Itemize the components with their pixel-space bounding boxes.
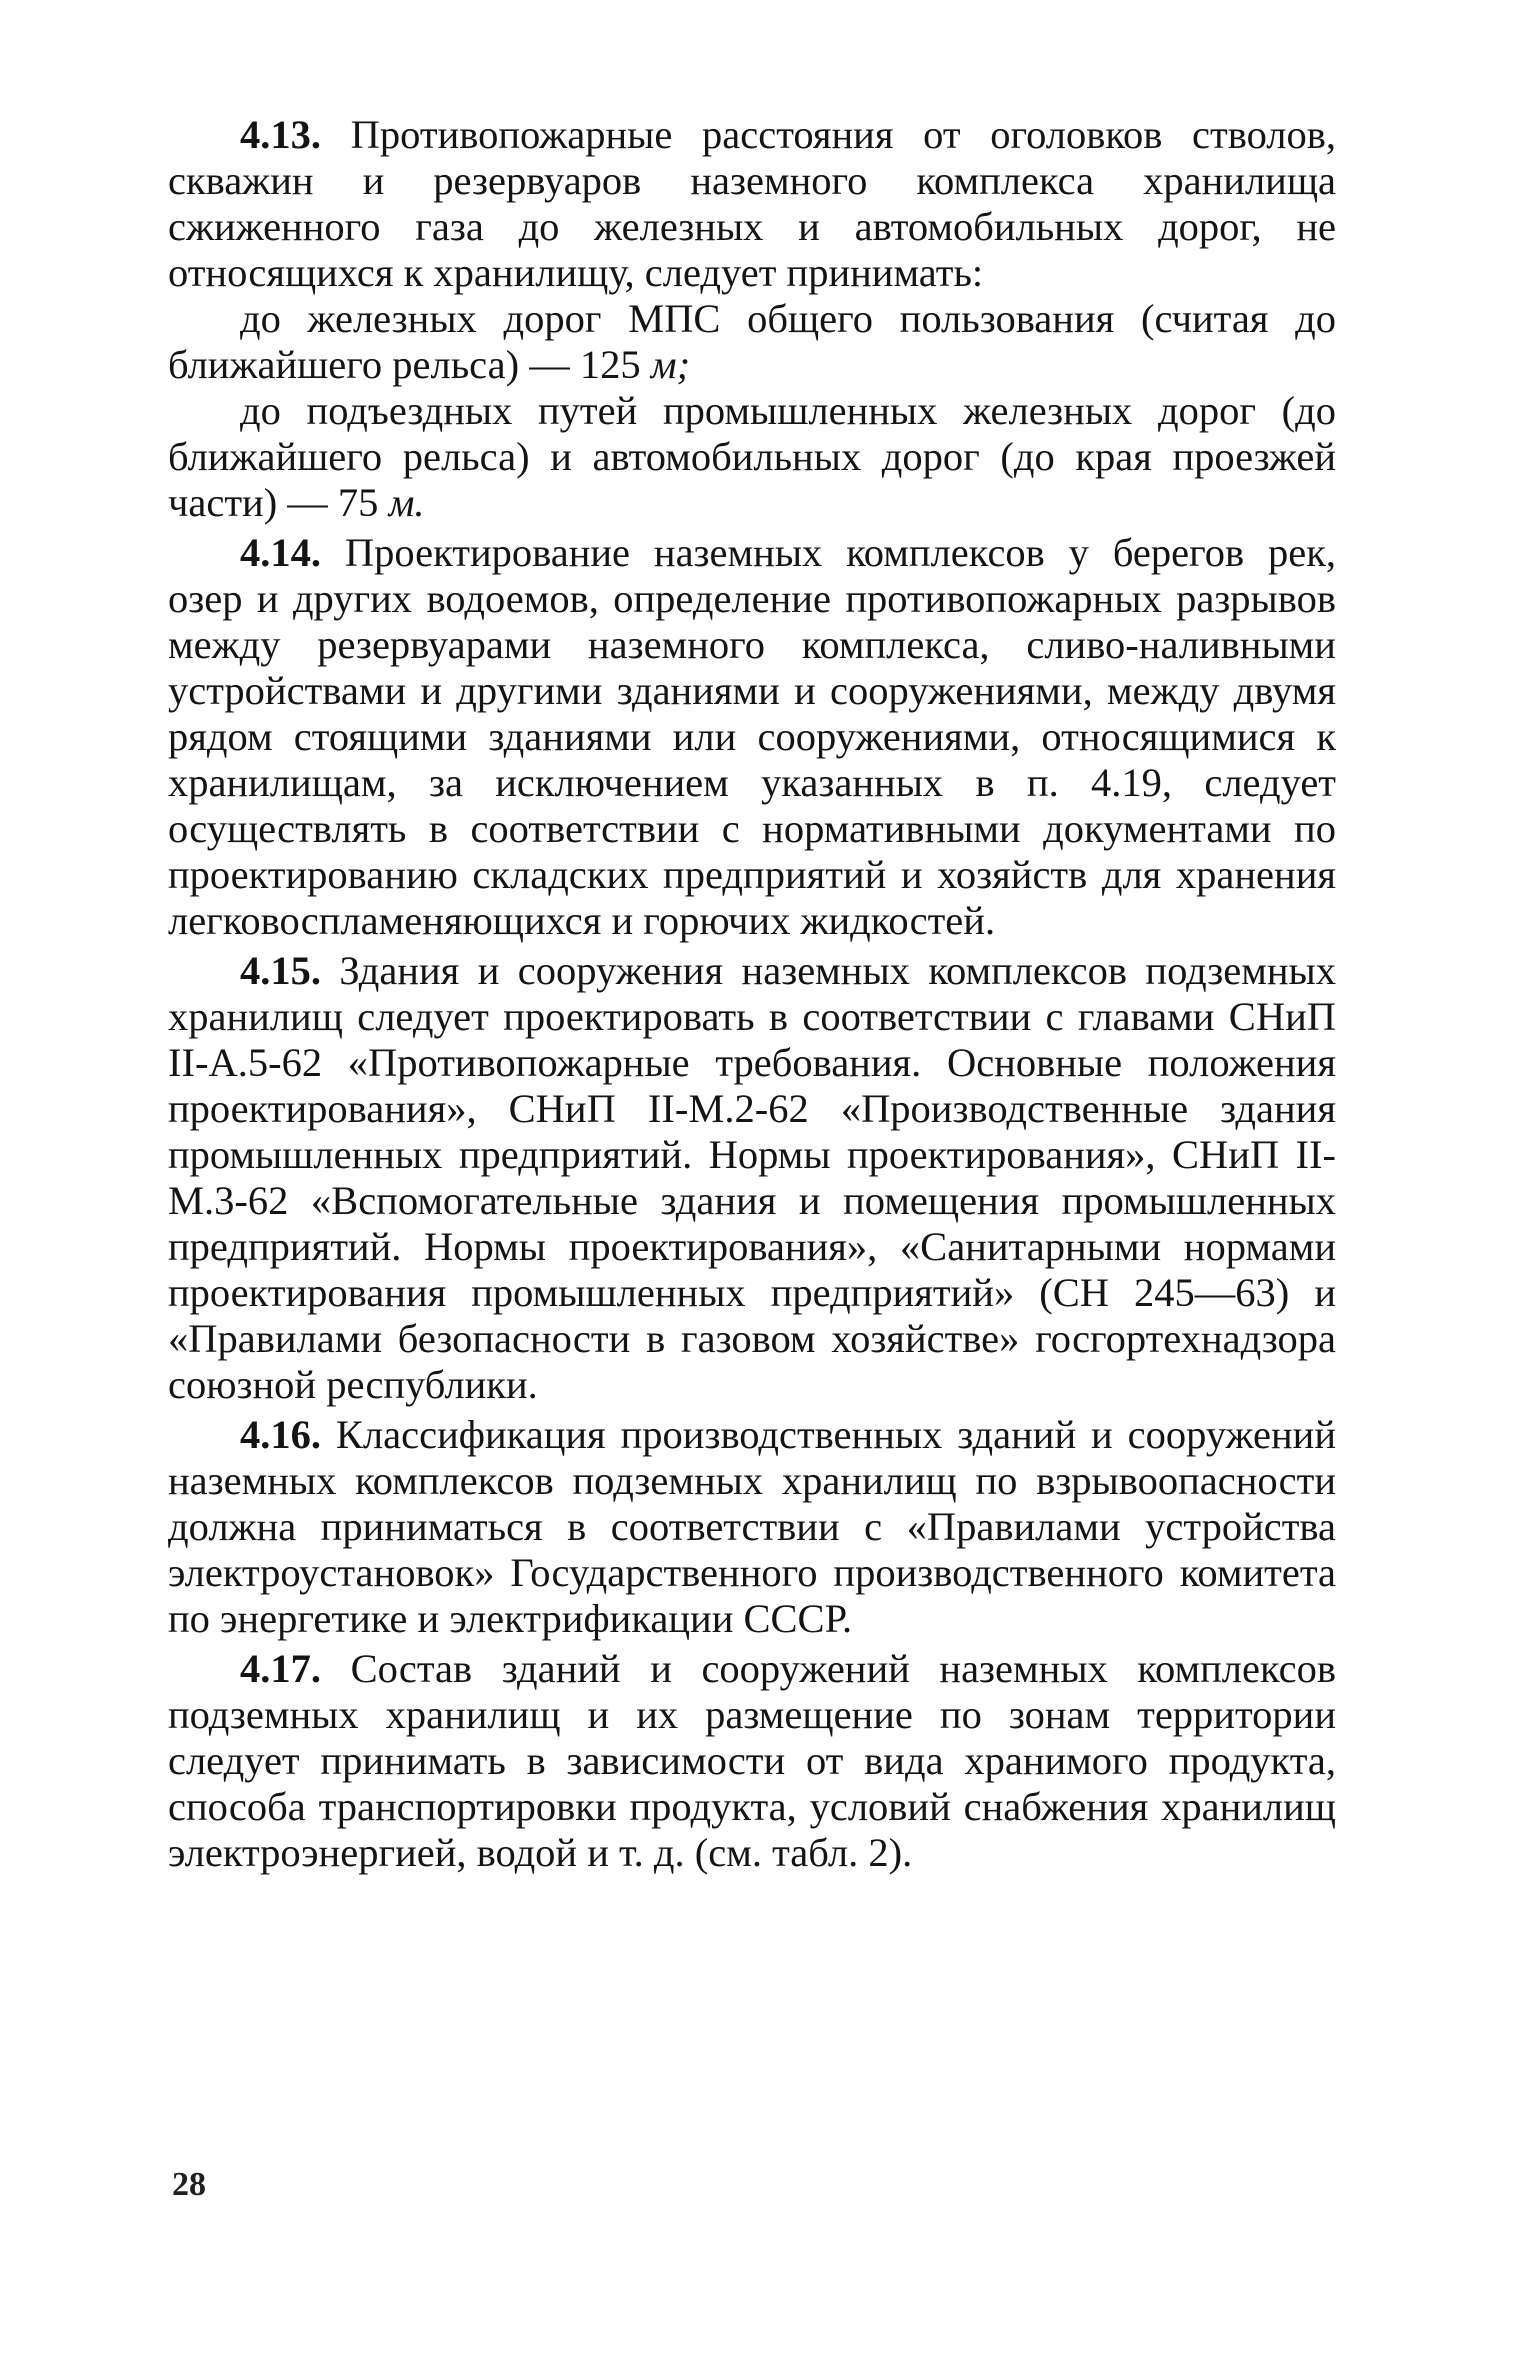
paragraph-text: Проектирование наземных комплексов у берегов рек, озер и других водоемов, определение противопожарных разрывов между резервуарами наземного комплекса, сливо-наливными устройствами и другими зданиями и сооружениями, между двумя рядом стоящими зданиями или сооружениями, относящимися к хранилищам, за исключением указанных в п. 4.19, следует осуществлять в соответствии с нормативными документами по проектированию складских предприятий и хозяйств для хранения легковоспламеняющихся и горючих жидкостей. — [168, 530, 1336, 943]
paragraph-number: 4.15. — [240, 948, 321, 993]
paragraph-4-17 — [168, 1646, 1336, 1876]
paragraph-4-13 — [168, 112, 1336, 296]
paragraph-number: 4.17. — [240, 1646, 321, 1691]
paragraph-4-16 — [168, 1412, 1336, 1642]
sub-item-railways — [168, 296, 1336, 388]
page-body — [168, 112, 1336, 1876]
paragraph-text: Состав зданий и сооружений наземных комплексов подземных хранилищ и их размещение по зонам территории следует принимать в зависимости от вида хранимого продукта, способа транспортировки продукта, условий снабжения хранилищ электроэнергией, водой и т. д. (см. табл. 2). — [168, 1646, 1336, 1875]
page-number: 28 — [172, 2166, 206, 2203]
sub-item-access-roads — [168, 388, 1336, 526]
paragraph-text: Здания и сооружения наземных комплексов подземных хранилищ следует проектировать в соответствии с главами СНиП II-А.5-62 «Противопожарные требования. Основные положения проектирования», СНиП II-М.2-62 «Производственные здания промышленных предприятий. Нормы проектирования», СНиП II-М.3-62 «Вспомогательные здания и помещения промышленных предприятий. Нормы проектирования», «Санитарными нормами проектирования промышленных предприятий» (СН 245—63) и «Правилами безопасности в газовом хозяйстве» госгортехнадзора союзной республики. — [168, 948, 1336, 1407]
unit-text: м. — [388, 480, 425, 525]
sub-item-text: до подъездных путей промышленных железных дорог (до ближайшего рельса) и автомобильных дорог (до края проезжей части) — 75 — [168, 388, 1336, 525]
paragraph-number: 4.14. — [240, 530, 321, 575]
paragraph-number: 4.16. — [240, 1412, 321, 1457]
paragraph-4-14 — [168, 530, 1336, 944]
paragraph-text: Классификация производственных зданий и сооружений наземных комплексов подземных хранилищ по взрывоопасности должна приниматься в соответствии с «Правилами устройства электроустановок» Государственного производственного комитета по энергетике и электрификации СССР. — [168, 1412, 1336, 1641]
paragraph-text: Противопожарные расстояния от оголовков стволов, скважин и резервуаров наземного комплекса хранилища сжиженного газа до железных и автомобильных дорог, не относящихся к хранилищу, следует принимать: — [168, 112, 1336, 295]
paragraph-number: 4.13. — [240, 112, 321, 157]
sub-item-text: до железных дорог МПС общего пользования (считая до ближайшего рельса) — 125 — [168, 296, 1336, 387]
unit-text: м; — [650, 342, 691, 387]
paragraph-4-15 — [168, 948, 1336, 1408]
